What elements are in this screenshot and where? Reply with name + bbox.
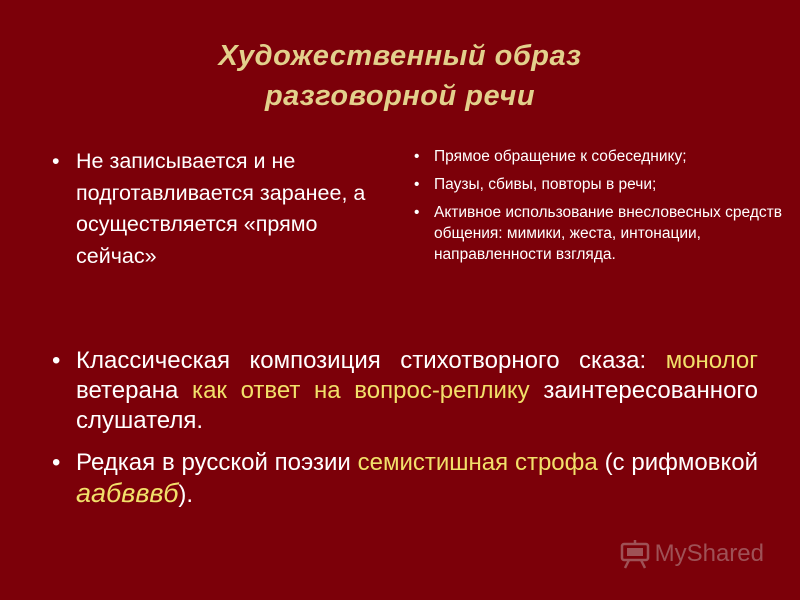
monologue-highlight: монолог [665,347,758,374]
rhyme-text: (с рифмовкой [597,449,758,476]
stanza-bullet [52,448,758,510]
bottom-bullet-list [52,346,758,522]
answer-highlight: как ответ на вопрос-реплику [192,377,530,404]
slide-title [0,36,800,116]
watermark-logo [619,538,764,570]
composition-bullet [52,346,758,436]
closing-text: ). [178,481,194,508]
left-bullet-item: • Не записывается и не подготавливается заранее, а осуществляется «прямо сейчас» [52,146,382,272]
presentation-board-icon [619,538,651,570]
composition-text: Классическая композиция стихотворного сказа: [76,347,666,374]
rare-text: Редкая в русской поэзии [76,449,358,476]
rhyme-scheme-highlight: аабвввб [76,478,179,508]
listener-text: заинтересованного слушателя. [76,377,758,434]
slide-title-line-2: разговорной речи [264,80,536,112]
right-bullet-item: • Прямое обращение к собеседнику; [414,146,784,167]
slide-title-line-1: Художественный образ [218,40,582,72]
right-bullet-item: • Паузы, сбивы, повторы в речи; [414,174,784,195]
stanza-highlight: семистишная строфа [357,449,598,476]
veteran-text: ветерана [76,377,193,404]
right-bullet-list [414,146,784,272]
right-bullet-item: • Активное использование внесловесных средств общения: мимики, жеста, интонации, направленности взгляда. [414,202,784,265]
left-bullet-list [52,146,382,272]
watermark-text: MyShared [654,540,764,567]
